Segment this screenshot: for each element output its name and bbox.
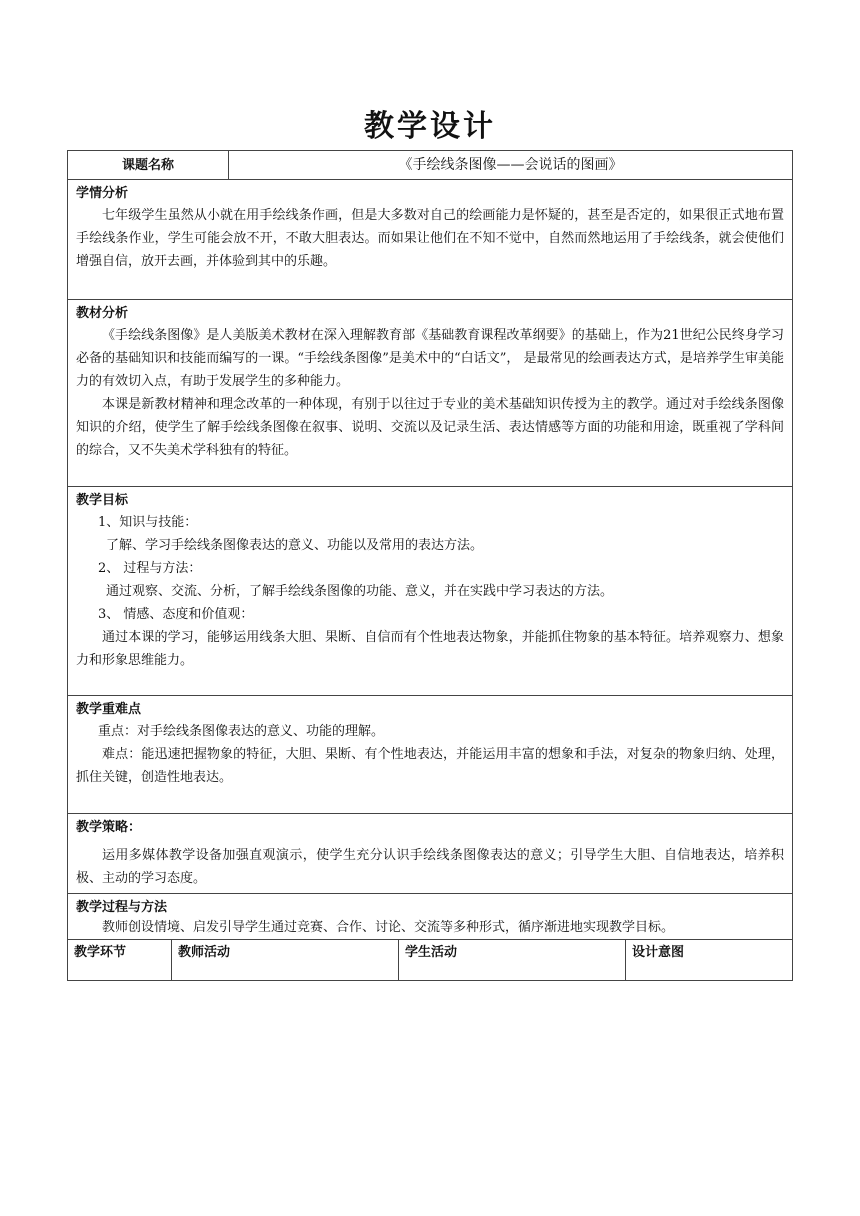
objective-1-title: 1、知识与技能： [98,515,198,530]
objective-2-title: 2、 过程与方法： [98,561,202,576]
process-section [68,894,792,940]
objective-1-text: 了解、学习手绘线条图像表达的意义、功能以及常用的表达方法。 [106,538,484,553]
course-label: 课题名称 [68,151,229,179]
learner-analysis-section [68,180,792,300]
key-point-text: 重点：对手绘线条图像表达的意义、功能的理解。 [98,724,385,739]
strategy-section [68,814,792,894]
objective-2-text: 通过观察、交流、分析，了解手绘线条图像的功能、意义，并在实践中学习表达的方法。 [106,584,614,599]
column-student-activity: 学生活动 [399,940,626,980]
material-analysis-paragraph-2: 本课是新教材精神和理念改革的一种体现，有别于以往过于专业的美术基础知识传授为主的教学。通过对手绘线条图像知识的介绍，使学生了解手绘线条图像在叙事、说明、交流以及记录生活、表达情感等方面的功能和用途，既重视了学科间的综合，又不失美术学科独有的特征。 [76,397,784,458]
column-teacher-activity: 教师活动 [172,940,399,980]
activity-table-header [68,940,792,980]
lesson-plan-table [67,150,793,981]
column-teaching-stage: 教学环节 [68,940,172,980]
strategy-heading: 教学策略： [76,820,142,835]
key-points-section [68,696,792,814]
learner-analysis-text: 七年级学生虽然从小就在用手绘线条作画，但是大多数对自己的绘画能力是怀疑的，甚至是否定的，如果很正式地布置手绘线条作业，学生可能会放不开，不敢大胆表达。而如果让他们在不知不觉中，自然而然地运用了手绘线条，就会使他们增强自信，放开去画，并体验到其中的乐趣。 [76,208,784,269]
key-points-heading: 教学重难点 [76,702,142,717]
process-text: 教师创设情境、启发引导学生通过竞赛、合作、讨论、交流等多种形式，循序渐进地实现教学目标。 [102,920,675,935]
difficulty-text: 难点：能迅速把握物象的特征，大胆、果断、有个性地表达，并能运用丰富的想象和手法，对复杂的物象归纳、处理，抓住关键，创造性地表达。 [76,747,784,785]
learner-analysis-heading: 学情分析 [76,186,129,201]
course-title-row [68,151,792,180]
course-value: 《手绘线条图像——会说话的图画》 [398,157,623,173]
objectives-heading: 教学目标 [76,493,129,508]
material-analysis-paragraph-1: 《手绘线条图像》是人美版美术教材在深入理解教育部《基础教育课程改革纲要》的基础上，作为21世纪公民终身学习必备的基础知识和技能而编写的一课。“手绘线条图像”是美术中的“白话文”， 是最常见的绘画表达方式，是培养学生审美能力的有效切入点，有助于发展学生的多种能力。 [76,328,784,389]
material-analysis-section [68,300,792,487]
objective-3-text: 通过本课的学习，能够运用线条大胆、果断、自信而有个性地表达物象，并能抓住物象的基本特征。培养观察力、想象力和形象思维能力。 [76,630,784,668]
material-analysis-heading: 教材分析 [76,306,129,321]
process-heading: 教学过程与方法 [76,900,168,915]
column-design-intent: 设计意图 [632,945,685,960]
objective-3-title: 3、 情感、态度和价值观： [98,607,254,622]
objectives-section [68,487,792,696]
strategy-text: 运用多媒体教学设备加强直观演示，使学生充分认识手绘线条图像表达的意义；引导学生大胆、自信地表达，培养积极、主动的学习态度。 [76,848,784,886]
document-title: 教学设计 [364,109,496,144]
